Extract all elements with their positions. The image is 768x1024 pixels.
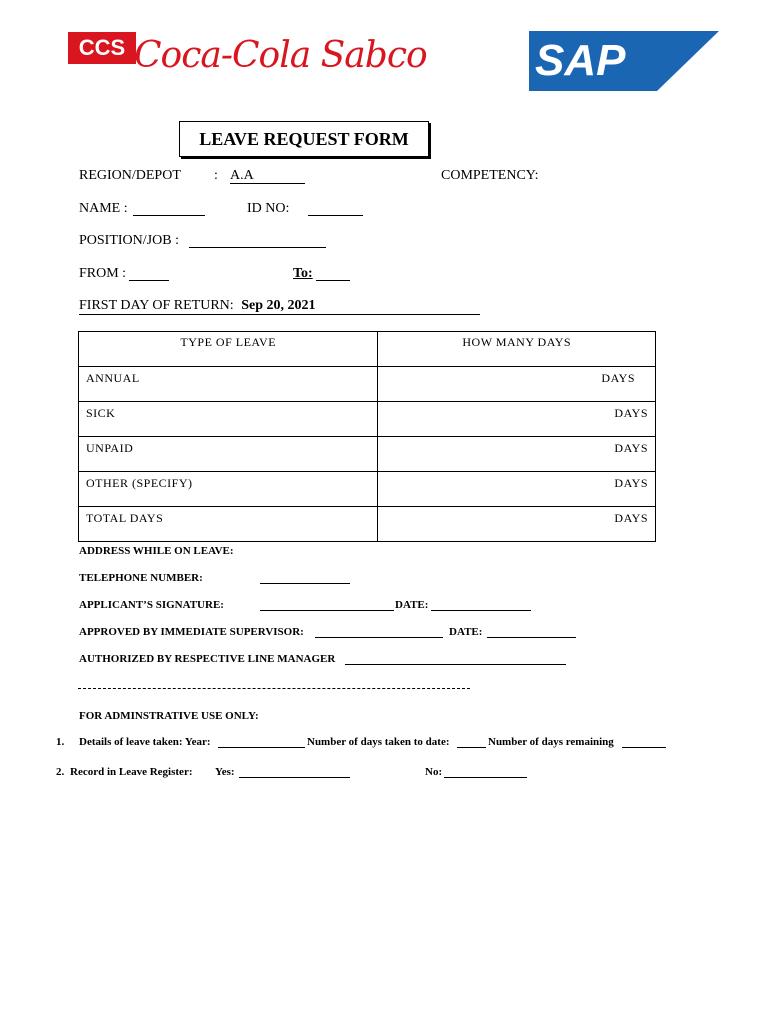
- table-row: [79, 507, 656, 542]
- how-many-days-header: HOW MANY DAYS: [378, 332, 656, 367]
- region-depot-field[interactable]: [230, 168, 305, 184]
- competency-label: COMPETENCY:: [441, 168, 539, 183]
- days-cell-annual[interactable]: DAYS: [378, 367, 656, 402]
- address-while-on-leave-label: ADDRESS WHILE ON LEAVE:: [79, 545, 234, 557]
- table-header-row: [79, 332, 656, 367]
- telephone-number-field[interactable]: [260, 571, 350, 584]
- register-yes-label: Yes:: [215, 766, 235, 778]
- registered-mark: ®: [649, 81, 655, 90]
- sap-wordmark: SAP: [535, 36, 626, 85]
- leave-type-table: [78, 331, 656, 542]
- applicant-signature-field[interactable]: [260, 598, 394, 611]
- days-taken-field[interactable]: [457, 735, 486, 748]
- coca-cola-sabco-logo: [68, 28, 427, 90]
- section-divider: [78, 688, 470, 689]
- region-depot-value: A.A: [230, 168, 254, 183]
- supervisor-date-field[interactable]: [487, 625, 576, 638]
- days-remaining-field[interactable]: [622, 735, 666, 748]
- year-field[interactable]: [218, 735, 305, 748]
- days-cell-unpaid[interactable]: DAYS: [378, 437, 656, 472]
- coca-cola-sabco-wordmark: Coca-Cola Sabco: [134, 35, 427, 76]
- ccs-badge: CCS: [68, 32, 136, 64]
- applicant-signature-label: APPLICANT’S SIGNATURE:: [79, 599, 224, 611]
- position-job-field[interactable]: [189, 233, 326, 248]
- leave-type-unpaid: UNPAID: [79, 437, 378, 472]
- approved-by-supervisor-label: APPROVED BY IMMEDIATE SUPERVISOR:: [79, 626, 304, 638]
- to-field[interactable]: [316, 266, 350, 281]
- details-of-leave-taken-label: Details of leave taken: Year:: [79, 736, 211, 748]
- from-field[interactable]: [129, 266, 169, 281]
- administrative-use-heading: FOR ADMINSTRATIVE USE ONLY:: [79, 710, 259, 722]
- admin-item-2-number: 2.: [56, 766, 65, 778]
- table-row: [79, 437, 656, 472]
- leave-type-total: TOTAL DAYS: [79, 507, 378, 542]
- record-in-leave-register-label: Record in Leave Register:: [70, 766, 193, 778]
- admin-item-1-number: 1.: [56, 736, 65, 748]
- days-cell-total[interactable]: DAYS: [378, 507, 656, 542]
- region-depot-label: REGION/DEPOT: [79, 168, 181, 183]
- id-no-label: ID NO:: [247, 201, 290, 216]
- sap-logo: [529, 31, 719, 91]
- authorized-by-line-manager-label: AUTHORIZED BY RESPECTIVE LINE MANAGER: [79, 653, 336, 665]
- days-remaining-label: Number of days remaining: [488, 736, 614, 748]
- signature-date-label: DATE:: [395, 599, 429, 611]
- register-no-label: No:: [425, 766, 443, 778]
- supervisor-signature-field[interactable]: [315, 625, 443, 638]
- telephone-number-label: TELEPHONE NUMBER:: [79, 572, 203, 584]
- days-cell-sick[interactable]: DAYS: [378, 402, 656, 437]
- type-of-leave-header: TYPE OF LEAVE: [79, 332, 378, 367]
- leave-type-sick: SICK: [79, 402, 378, 437]
- name-label: NAME :: [79, 201, 128, 216]
- table-row: [79, 367, 656, 402]
- name-field[interactable]: [133, 201, 205, 216]
- id-no-field[interactable]: [308, 201, 363, 216]
- leave-type-other: OTHER (SPECIFY): [79, 472, 378, 507]
- leave-type-annual: ANNUAL: [79, 367, 378, 402]
- first-day-of-return-label: FIRST DAY OF RETURN:: [79, 298, 234, 313]
- form-title: LEAVE REQUEST FORM: [179, 121, 429, 157]
- line-manager-signature-field[interactable]: [345, 652, 566, 665]
- table-row: [79, 402, 656, 437]
- days-cell-other[interactable]: DAYS: [378, 472, 656, 507]
- register-no-field[interactable]: [444, 765, 527, 778]
- first-day-of-return-value: Sep 20, 2021: [241, 298, 316, 313]
- to-label: To:: [293, 266, 313, 281]
- position-job-label: POSITION/JOB :: [79, 233, 179, 248]
- region-colon: :: [214, 168, 218, 183]
- register-yes-field[interactable]: [239, 765, 350, 778]
- table-row: [79, 472, 656, 507]
- days-taken-to-date-label: Number of days taken to date:: [307, 736, 450, 748]
- signature-date-field[interactable]: [431, 598, 531, 611]
- from-label: FROM :: [79, 266, 127, 281]
- first-day-of-return-row[interactable]: [79, 298, 480, 315]
- supervisor-date-label: DATE:: [449, 626, 483, 638]
